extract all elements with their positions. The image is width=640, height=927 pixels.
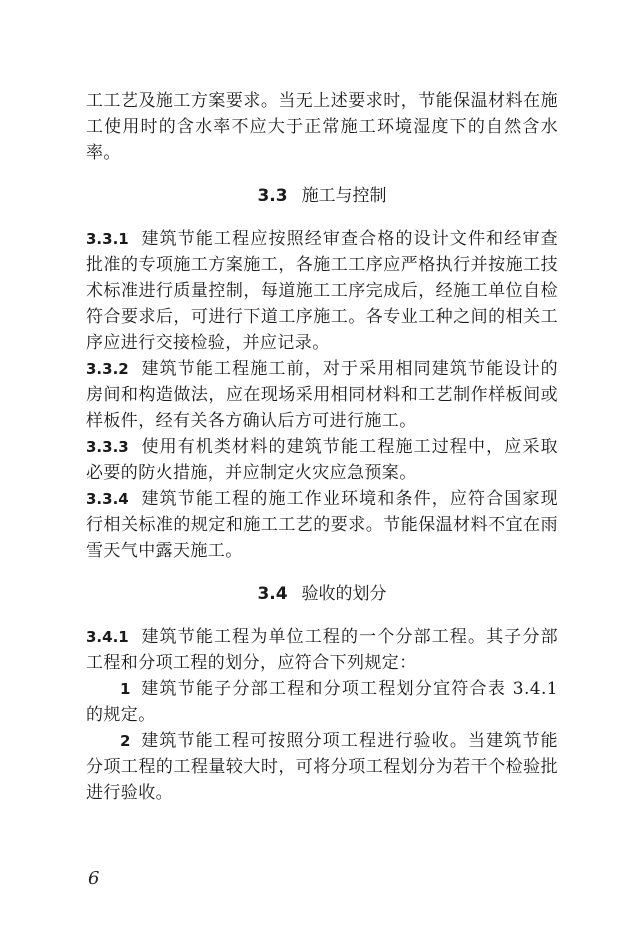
section-title: 施工与控制 — [301, 186, 387, 206]
item-number: 1 — [120, 680, 131, 698]
intro-paragraph: 工工艺及施工方案要求。当无上述要求时，节能保温材料在施工使用时的含水率不应大于正常施工环境湿度下的自然含水率。 — [86, 91, 558, 163]
section-number: 3.4 — [257, 584, 288, 604]
clause-3-4-1 — [86, 624, 558, 676]
page-number: 6 — [88, 868, 100, 889]
clause-text: 建筑节能工程为单位工程的一个分部工程。其子分部工程和分项工程的划分，应符合下列规定： — [86, 627, 558, 673]
clause-3-3-4 — [86, 486, 558, 564]
item-text: 建筑节能工程可按照分项工程进行验收。当建筑节能分项工程的工程量较大时，可将分项工程划分为若干个检验批进行验收。 — [86, 731, 558, 803]
clause-number: 3.4.1 — [86, 628, 129, 646]
clause-number: 3.3.2 — [86, 360, 129, 378]
clause-number: 3.3.1 — [86, 230, 129, 248]
section-title: 验收的划分 — [301, 584, 387, 604]
clause-3-3-2 — [86, 356, 558, 434]
clause-number: 3.3.3 — [86, 438, 129, 456]
clause-text: 使用有机类材料的建筑节能工程施工过程中，应采取必要的防火措施，并应制定火灾应急预案。 — [86, 437, 558, 483]
item-text: 建筑节能子分部工程和分项工程划分宜符合表 3.4.1 的规定。 — [86, 679, 558, 725]
clause-text: 建筑节能工程的施工作业环境和条件，应符合国家现行相关标准的规定和施工工艺的要求。节能保温材料不宜在雨雪天气中露天施工。 — [86, 489, 558, 561]
section-number: 3.3 — [257, 186, 288, 206]
clause-text: 建筑节能工程施工前，对于采用相同建筑节能设计的房间和构造做法，应在现场采用相同材料和工艺制作样板间或样板件，经有关各方确认后方可进行施工。 — [86, 359, 558, 431]
clause-number: 3.3.4 — [86, 490, 129, 508]
document-page — [86, 88, 558, 806]
section-heading-3-3 — [86, 183, 558, 209]
section-heading-3-4 — [86, 581, 558, 607]
clause-3-3-1 — [86, 226, 558, 356]
clause-3-3-3 — [86, 434, 558, 486]
clause-item-1 — [86, 676, 558, 728]
clause-item-2 — [86, 728, 558, 806]
item-number: 2 — [120, 732, 131, 750]
clause-text: 建筑节能工程应按照经审查合格的设计文件和经审查批准的专项施工方案施工，各施工工序应严格执行并按施工技术标准进行质量控制，每道施工工序完成后，经施工单位自检符合要求后，可进行下道工序施工。各专业工种之间的相关工序应进行交接检验，并应记录。 — [86, 229, 558, 353]
